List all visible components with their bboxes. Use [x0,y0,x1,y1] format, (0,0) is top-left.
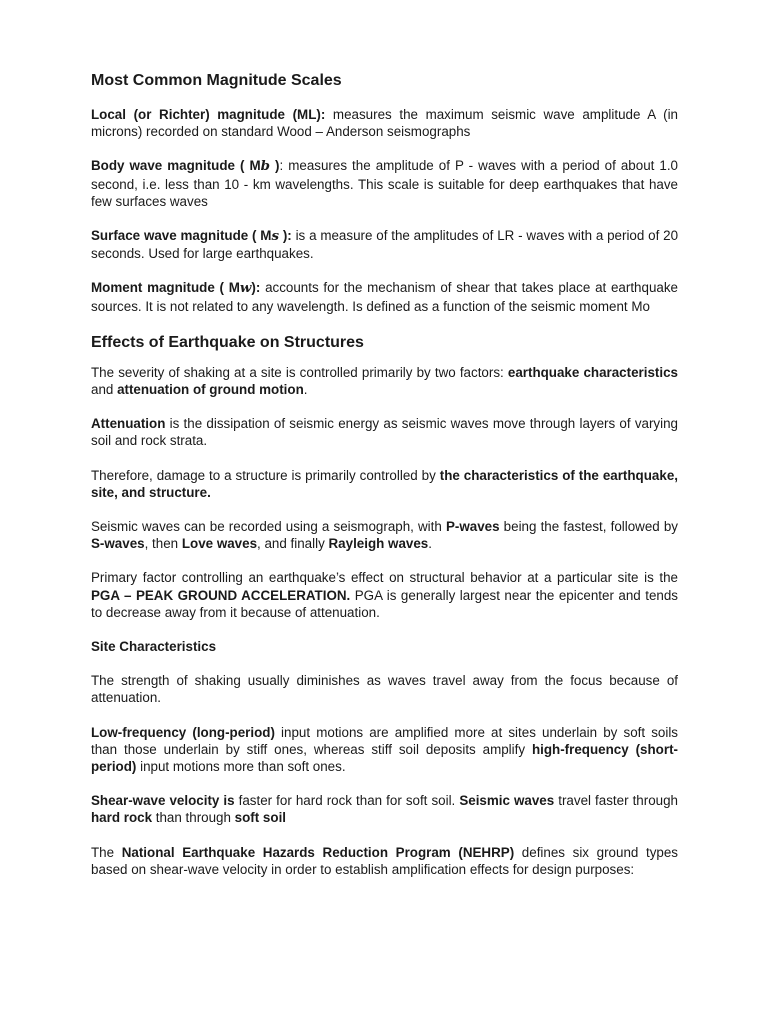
text-run: , then [144,536,182,552]
paragraph-seismic-waves [91,518,678,552]
bold-run: Shear-wave velocity is [91,793,235,809]
text-run: is the dissipation of seismic energy as seismic waves move through layers of varying soil and rock strata. [91,416,678,449]
bold-run: the characteristics of the earthquake, site, and structure. [91,467,678,500]
paragraph-damage [91,467,678,501]
text-run: The severity of shaking at a site is controlled primarily by two factors: [91,364,508,380]
bold-run: soft soil [234,810,287,826]
term-body-wave-magnitude [91,158,280,173]
text-run: input motions are amplified more at sites underlain by soft soils than those underlain by stiff ones, whereas stiff soil deposits amplify [91,724,678,757]
bold-run: Rayleigh waves [328,536,429,552]
bold-run: Low-frequency (long-period) [91,724,275,740]
paragraph-body-wave-magnitude [91,157,678,210]
text-run: PGA is generally largest near the epicenter and tends to decrease away from it because of attenuation. [91,587,678,620]
paragraph-shear-wave-velocity [91,792,678,826]
bold-run: National Earthquake Hazards Reduction Program (NEHRP) [121,844,515,860]
magnitude-symbol: w [239,280,252,297]
heading-effects-of-earthquake: Effects of Earthquake on Structures [91,333,364,351]
term-suffix: ): [279,228,292,244]
paragraph-moment-magnitude [91,279,678,314]
text-body-wave-magnitude: : measures the amplitude of P - waves with a period of about 1.0 second, i.e. less than 10 - km wavelengths. This scale is suitable for deep earthquakes that have few surfaces waves [91,158,678,209]
bold-run: attenuation of ground motion [117,382,304,398]
text-run: faster for hard rock than for soft soil. [234,793,460,809]
term-surface-wave-magnitude [91,228,292,243]
paragraph-attenuation [91,415,678,449]
text-run: , and finally [257,536,329,552]
bold-run: P-waves [445,519,500,535]
term-suffix: ) [270,158,280,174]
bold-run: S-waves [91,536,145,552]
text-run: . [428,536,432,552]
text-surface-wave-magnitude: is a measure of the amplitudes of LR - waves with a period of 20 seconds. Used for large earthquakes. [91,228,679,262]
paragraph-severity [91,364,678,398]
term-prefix: Surface wave magnitude ( M [91,228,272,244]
term-prefix: Body wave magnitude ( M [91,158,261,174]
paragraph-surface-wave-magnitude [91,227,678,262]
paragraph-frequency [91,724,678,776]
heading-site-characteristics: Site Characteristics [91,639,217,655]
term-suffix: ): [251,280,261,296]
text-run: and [91,382,118,398]
bold-run: Attenuation [91,416,166,432]
text-run: The [91,844,122,860]
bold-run: hard rock [91,810,153,826]
term-local-magnitude: Local (or Richter) magnitude (ML): [91,107,326,122]
paragraph-pga [91,569,678,621]
text-run: Primary factor controlling an earthquake’s effect on structural behavior at a particular site is the [91,570,678,586]
text-run: defines six ground types based on shear-wave velocity in order to establish amplification effects for design purposes: [91,844,678,877]
text-run: being the fastest, followed by [499,519,679,535]
text-run: than through [152,810,235,826]
text-run: Therefore, damage to a structure is primarily controlled by [91,467,440,483]
bold-run: Love waves [181,536,258,552]
paragraph-local-magnitude [91,106,678,140]
term-moment-magnitude [91,280,260,295]
magnitude-symbol: s [271,228,280,245]
bold-run: Seismic waves [459,793,555,809]
text-moment-magnitude: accounts for the mechanism of shear that takes place at earthquake sources. It is not related to any wavelength. Is defined as a function of the seismic moment Mo [91,280,678,314]
bold-run: earthquake characteristics [507,364,678,380]
bold-run: PGA – PEAK GROUND ACCELERATION. [91,587,351,603]
text-local-magnitude: measures the maximum seismic wave amplitude A (in microns) recorded on standard Wood – Anderson seismographs [91,107,678,140]
text-run: The strength of shaking usually diminishes as waves travel away from the focus because of attenuation. [91,673,678,706]
magnitude-symbol: b [260,158,271,175]
heading-magnitude-scales: Most Common Magnitude Scales [91,72,342,89]
paragraph-shaking-strength [91,672,678,706]
text-run: travel faster through [554,793,678,809]
paragraph-nehrp [91,844,678,878]
text-run: . [303,382,308,398]
term-prefix: Moment magnitude ( M [91,280,240,296]
text-run: Seismic waves can be recorded using a seismograph, with [91,519,446,535]
bold-run: high-frequency (short-period) [91,741,678,775]
text-run: input motions more than soft ones. [136,759,346,775]
